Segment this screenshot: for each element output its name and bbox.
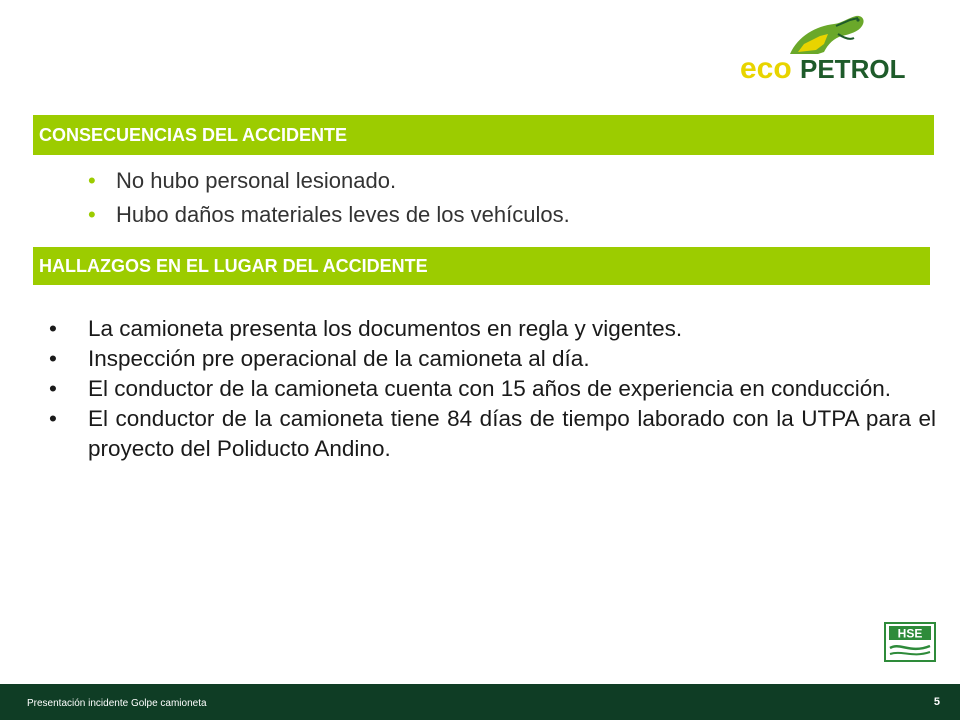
hse-badge-icon (884, 622, 936, 662)
list-item (88, 164, 570, 198)
list-item (88, 198, 570, 232)
bullet-icon: • (49, 316, 57, 341)
presentation-title: Presentación incidente Golpe camioneta (27, 698, 207, 709)
svg-text:PETROL: PETROL (800, 54, 906, 84)
page-number: 5 (933, 696, 940, 708)
bullet-icon: • (88, 202, 96, 227)
consecuencias-list (88, 164, 570, 232)
list-item-text: El conductor de la camioneta cuenta con 15 años de experiencia en conducción. (88, 376, 892, 401)
list-item (46, 374, 936, 404)
ecopetrol-logo (738, 14, 934, 86)
svg-text:eco: eco (740, 52, 792, 85)
footer-bar (0, 684, 960, 720)
list-item (46, 314, 936, 344)
list-item-text: No hubo personal lesionado. (116, 168, 397, 193)
bullet-icon: • (49, 346, 57, 371)
list-item-text: El conductor de la camioneta tiene 84 días de tiempo laborado con la UTPA para el proyecto del Poliducto Andino. (88, 406, 936, 461)
list-item (46, 344, 936, 374)
section-header-consecuencias: CONSECUENCIAS DEL ACCIDENTE (33, 115, 934, 155)
bullet-icon: • (49, 376, 57, 401)
list-item-text: La camioneta presenta los documentos en regla y vigentes. (88, 316, 683, 341)
list-item-text: Inspección pre operacional de la camioneta al día. (88, 346, 590, 371)
hallazgos-list (46, 314, 936, 464)
hse-label: HSE (897, 626, 923, 641)
section-header-hallazgos: HALLAZGOS EN EL LUGAR DEL ACCIDENTE (33, 247, 930, 285)
list-item-text: Hubo daños materiales leves de los vehículos. (116, 202, 570, 227)
bullet-icon: • (49, 406, 57, 431)
bullet-icon: • (88, 168, 96, 193)
list-item (46, 404, 936, 464)
iguana-icon (790, 16, 864, 54)
